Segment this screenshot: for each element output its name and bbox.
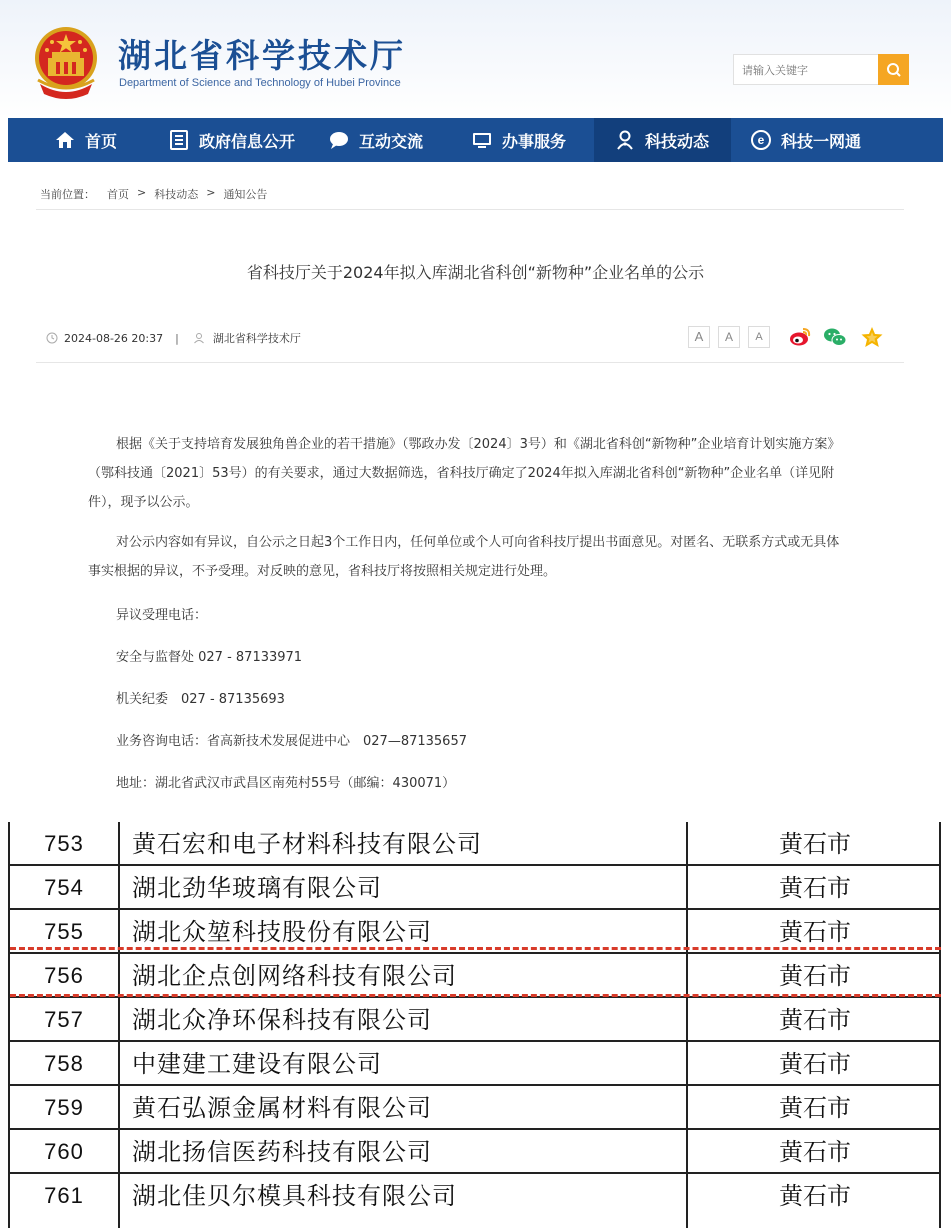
company-name: 湖北众堃科技股份有限公司 [132,918,432,946]
row-number: 755 [44,919,84,944]
row-number: 757 [44,1007,84,1032]
contact-line: 业务咨询电话：省高新技术发展促进中心 027—87135657 [116,734,467,749]
article-meta [46,330,301,346]
article-paragraph: 对公示内容如有异议，自公示之日起3个工作日内，任何单位或个人可向省科技厅提出书面意见。对匿名、无联系方式或无具体事实根据的异议，不予受理。对反映的意见，省科技厅将按照相关规定进行处理。 [88,535,840,579]
site-header [0,0,951,118]
row-number: 758 [44,1051,84,1076]
nav-label-services: 办事服务 [502,131,567,151]
nav-item-services[interactable] [471,118,566,162]
company-name: 湖北扬信医药科技有限公司 [132,1138,432,1166]
company-city: 黄石市 [779,1182,851,1210]
site-subtitle: Department of Science and Technology of Hubei Province [119,77,401,89]
chat-icon [328,129,350,151]
font-size-large-button[interactable]: A [688,326,710,348]
meta-separator: | [175,331,179,345]
table-row [10,1130,941,1174]
company-city: 黄石市 [779,1006,851,1034]
row-number: 754 [44,875,84,900]
article-paragraph: 根据《关于支持培育发展独角兽企业的若干措施》（鄂政办发〔2024〕3号）和《湖北省科创“新物种”企业培育计划实施方案》（鄂科技通〔2021〕53号）的有关要求，通过大数据筛选，省科技厅确定了2024年拟入库湖北省科创“新物种”企业名单（详见附件），现予以公示。 [88,437,841,510]
breadcrumb-link-home[interactable]: 首页 [107,188,129,201]
row-number: 759 [44,1095,84,1120]
clock-icon [46,332,58,344]
wechat-icon[interactable] [823,326,847,348]
nav-item-one-network[interactable] [750,118,861,162]
nav-item-interaction[interactable] [328,118,423,162]
nav-label-home: 首页 [85,131,118,151]
e-circle-icon [750,129,772,151]
publish-date: 2024-08-26 20:37 [64,331,164,345]
company-name: 黄石弘源金属材料有限公司 [132,1094,432,1122]
monitor-icon [471,129,493,151]
contact-line: 机关纪委 027 - 87135693 [116,692,285,707]
breadcrumb-prefix: 当前位置： [40,188,95,201]
nav-item-tech-news[interactable] [594,118,731,162]
breadcrumb-link-tech-news[interactable]: 科技动态 [154,188,199,201]
nav-item-gov-info[interactable] [168,118,295,162]
company-city: 黄石市 [779,918,851,946]
weibo-icon[interactable] [788,326,812,348]
row-number: 761 [44,1183,84,1208]
nav-label-interaction: 互动交流 [359,131,424,151]
search-input[interactable] [742,62,874,78]
divider [36,209,904,210]
table-row [10,1086,941,1130]
table-row [10,1174,941,1218]
company-city: 黄石市 [779,1050,851,1078]
source-icon [193,332,205,344]
company-name: 湖北佳贝尔模具科技有限公司 [132,1182,457,1210]
nav-label-one-network: 科技一网通 [781,131,862,151]
contact-line: 安全与监督处 027 - 87133971 [116,650,303,665]
address-line: 地址：湖北省武汉市武昌区南苑村55号（邮编：430071） [116,776,456,791]
font-size-small-button[interactable]: A [748,326,770,348]
svg-text:e: e [757,133,765,147]
row-number: 760 [44,1139,84,1164]
row-number: 756 [44,963,84,988]
table-row-highlighted [10,954,941,998]
breadcrumb-separator: > [137,186,147,199]
national-emblem-logo [30,24,102,100]
table-row [10,866,941,910]
article-source: 湖北省科学技术厅 [212,332,301,345]
company-name: 黄石宏和电子材料科技有限公司 [132,830,482,858]
company-city: 黄石市 [779,874,851,902]
company-name: 湖北企点创网络科技有限公司 [132,962,457,990]
company-name: 湖北劲华玻璃有限公司 [132,874,382,902]
company-city: 黄石市 [779,1094,851,1122]
nav-item-home[interactable] [54,118,117,162]
table-row [10,822,941,866]
article-title: 省科技厅关于2024年拟入库湖北省科创“新物种”企业名单的公示 [246,263,705,282]
company-name: 湖北众净环保科技有限公司 [132,1006,432,1034]
company-city: 黄石市 [779,830,851,858]
company-city: 黄石市 [779,962,851,990]
favorite-star-icon[interactable] [860,326,884,348]
home-icon [54,129,76,151]
nav-label-gov-info: 政府信息公开 [199,131,296,151]
person-icon [614,129,636,151]
row-number: 753 [44,831,84,856]
main-nav [8,118,943,162]
table-row [10,998,941,1042]
search-button[interactable] [878,54,909,85]
search-icon [886,62,902,78]
company-city: 黄石市 [779,1138,851,1166]
contact-heading: 异议受理电话： [116,608,208,623]
search-box [733,54,909,85]
breadcrumb-link-notices[interactable]: 通知公告 [223,188,268,201]
highlight-dashed-line-top [10,947,941,950]
breadcrumb-separator: > [206,186,216,199]
table-row [10,1042,941,1086]
document-icon [168,129,190,151]
divider [36,362,904,363]
company-list-table [0,822,951,1228]
nav-label-tech-news: 科技动态 [645,131,710,151]
company-name: 中建建工建设有限公司 [132,1050,382,1078]
site-title: 湖北省科学技术厅 [118,36,406,75]
breadcrumb [40,186,267,202]
font-size-medium-button[interactable]: A [718,326,740,348]
highlight-dashed-line-bottom [10,994,941,997]
